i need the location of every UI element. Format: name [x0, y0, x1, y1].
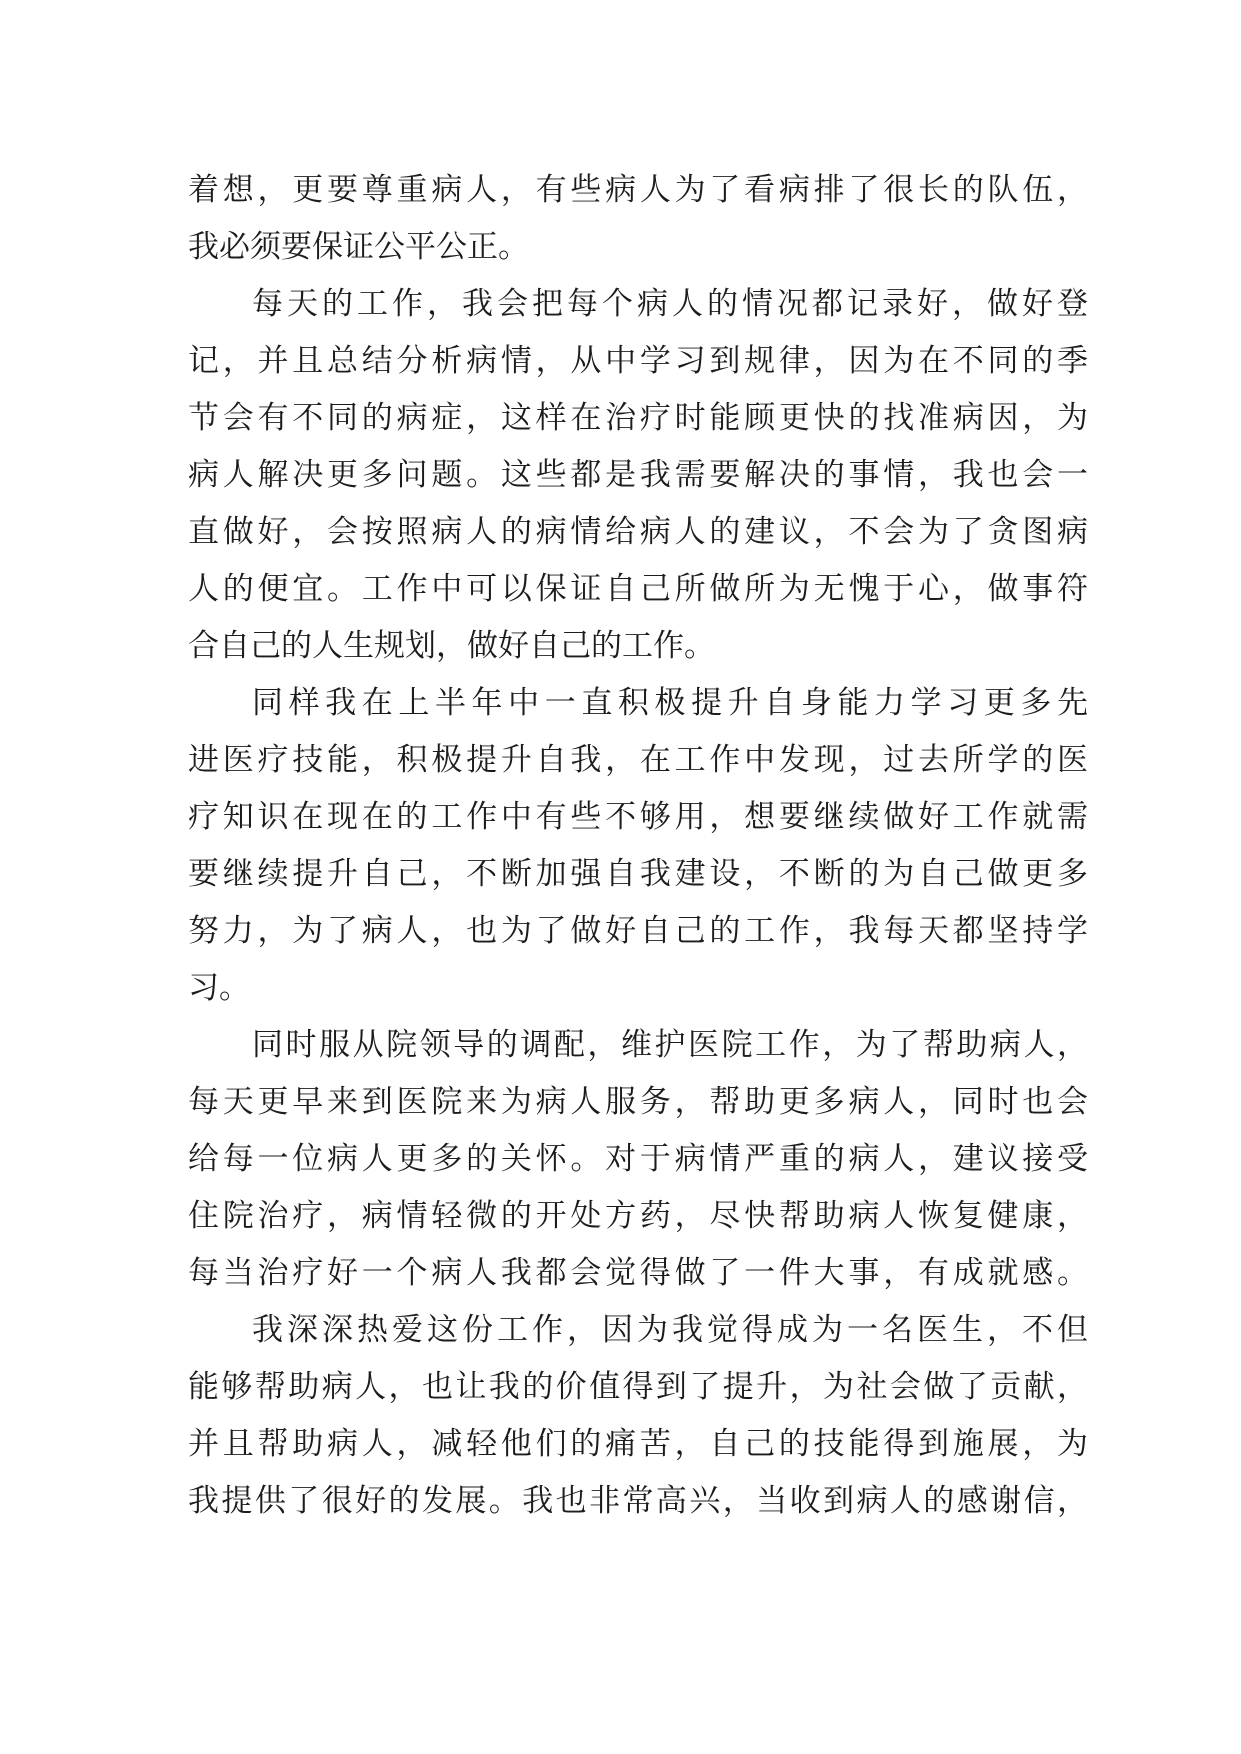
paragraph-5 [188, 1302, 1088, 1530]
text-line: 同样我在上半年中一直积极提升自身能力学习更多先 [252, 685, 1088, 721]
text-line: 节会有不同的病症，这样在治疗时能顾更快的找准病因，为 [188, 400, 1088, 436]
paragraph-4 [188, 1017, 1088, 1302]
text-line: 每天更早来到医院来为病人服务，帮助更多病人，同时也会 [188, 1084, 1088, 1120]
text-line: 直做好，会按照病人的病情给病人的建议，不会为了贪图病 [188, 514, 1088, 550]
text-line: 给每一位病人更多的关怀。对于病情严重的病人，建议接受 [188, 1141, 1088, 1177]
text-line: 进医疗技能，积极提升自我，在工作中发现，过去所学的医 [188, 742, 1088, 778]
paragraph-3 [188, 675, 1088, 1017]
paragraph-1 [188, 162, 1088, 276]
text-line: 努力，为了病人，也为了做好自己的工作，我每天都坚持学 [188, 913, 1088, 949]
text-line: 住院治疗，病情轻微的开处方药，尽快帮助病人恢复健康， [188, 1198, 1088, 1234]
text-line: 每天的工作，我会把每个病人的情况都记录好，做好登 [252, 286, 1088, 322]
text-line: 着想，更要尊重病人，有些病人为了看病排了很长的队伍， [188, 172, 1088, 208]
text-line: 并且帮助病人，减轻他们的痛苦，自己的技能得到施展，为 [188, 1426, 1088, 1462]
text-line: 我必须要保证公平公正。 [188, 229, 529, 265]
text-line: 能够帮助病人，也让我的价值得到了提升，为社会做了贡献， [188, 1369, 1088, 1405]
text-line: 病人解决更多问题。这些都是我需要解决的事情，我也会一 [188, 457, 1088, 493]
paragraph-2 [188, 276, 1088, 675]
text-line: 要继续提升自己，不断加强自我建设，不断的为自己做更多 [188, 856, 1088, 892]
text-line: 习。 [188, 970, 250, 1006]
text-line: 记，并且总结分析病情，从中学习到规律，因为在不同的季 [188, 343, 1088, 379]
text-line: 我深深热爱这份工作，因为我觉得成为一名医生，不但 [252, 1312, 1088, 1348]
text-line: 同时服从院领导的调配，维护医院工作，为了帮助病人， [252, 1027, 1088, 1063]
text-line: 人的便宜。工作中可以保证自己所做所为无愧于心，做事符 [188, 571, 1088, 607]
text-line: 合自己的人生规划，做好自己的工作。 [188, 628, 715, 664]
text-line: 疗知识在现在的工作中有些不够用，想要继续做好工作就需 [188, 799, 1088, 835]
text-line: 我提供了很好的发展。我也非常高兴，当收到病人的感谢信， [188, 1483, 1088, 1519]
document-body [188, 162, 1088, 1530]
text-line: 每当治疗好一个病人我都会觉得做了一件大事，有成就感。 [188, 1255, 1088, 1291]
